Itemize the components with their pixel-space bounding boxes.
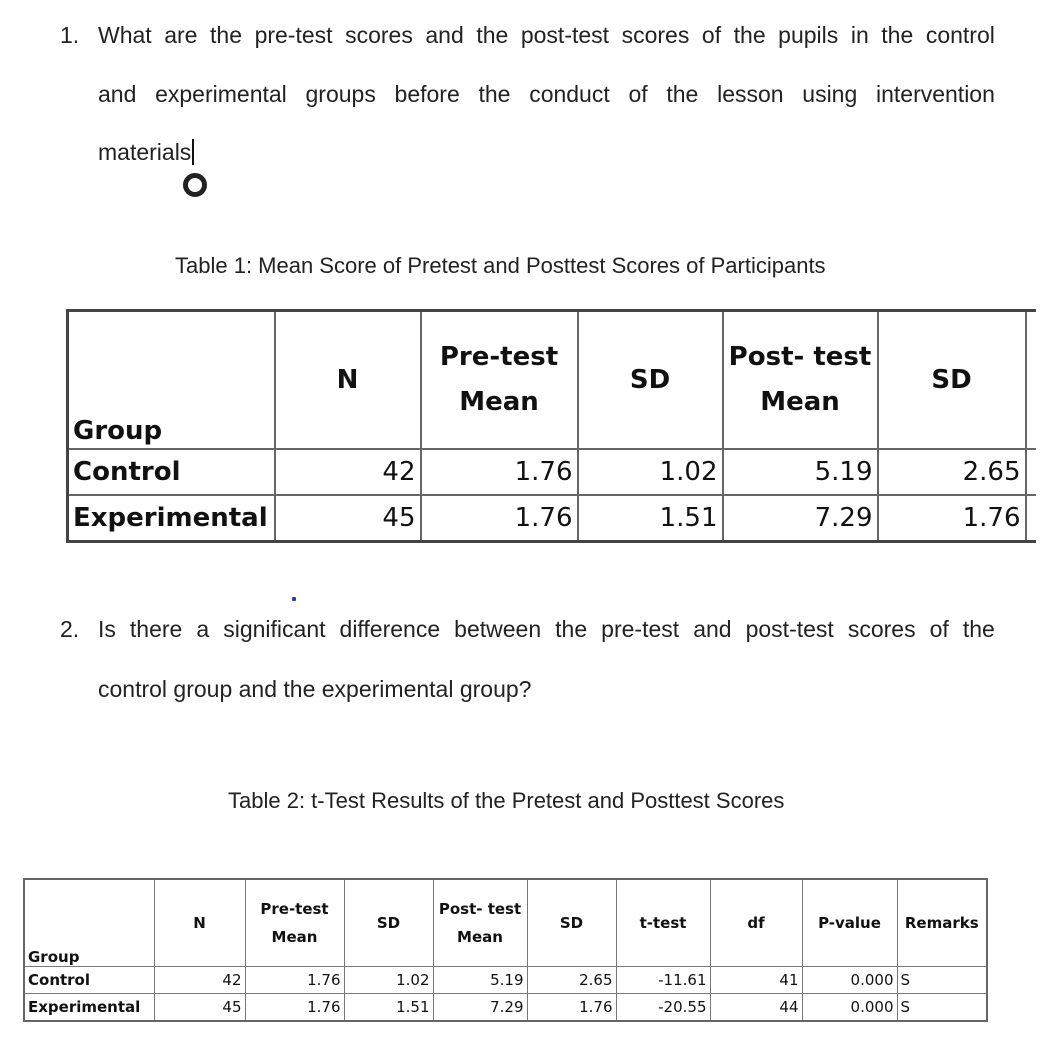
question-1-word: are — [164, 22, 198, 48]
question-1-word: post-test — [520, 22, 610, 48]
question-2-word: pre-test — [601, 616, 680, 642]
table-1-cell-sd-1: 1.02 — [578, 449, 723, 495]
question-2-word: of — [929, 616, 949, 642]
table-1-header-sd-2: SD — [878, 311, 1026, 450]
question-1-word: pre-test — [254, 22, 333, 48]
table-2 — [23, 878, 988, 1022]
table-2-cell-sd-2: 2.65 — [527, 967, 616, 994]
question-1-word: lesson — [717, 81, 784, 107]
question-1-word: the — [733, 22, 766, 48]
question-1-word: What — [98, 22, 152, 48]
table-1-header-sd-1: SD — [578, 311, 723, 450]
question-1-line-3-text: materials — [98, 139, 192, 165]
table-1-spacer — [1026, 449, 1036, 495]
question-2-word: significant — [223, 616, 326, 642]
table-2-cell-p-value: 0.000 — [802, 967, 897, 994]
question-2-number: 2. — [60, 616, 80, 642]
table-1-cell-post-mean: 7.29 — [723, 495, 878, 542]
question-1-word: in — [850, 22, 869, 48]
question-2-word: difference — [339, 616, 441, 642]
table-2-cell-remarks: S — [897, 994, 987, 1022]
table-1-cell-pre-mean: 1.76 — [421, 449, 578, 495]
table-1-cell-n: 45 — [275, 495, 421, 542]
circle-icon — [183, 173, 207, 197]
table-1-spacer — [1026, 311, 1036, 450]
question-2-word: post-test — [745, 616, 834, 642]
table-1-header-pre-mean: Pre-test Mean — [421, 311, 578, 450]
question-1-line-3 — [98, 139, 194, 166]
table-1-cell-pre-mean: 1.76 — [421, 495, 578, 542]
question-1-word: experimental — [155, 81, 287, 107]
question-1-word: scores — [621, 22, 690, 48]
table-1-cell-post-mean: 5.19 — [723, 449, 878, 495]
question-1-word: pupils — [778, 22, 839, 48]
question-1-word: and — [425, 22, 464, 48]
table-1-cell-sd-1: 1.51 — [578, 495, 723, 542]
question-1-word: groups — [305, 81, 376, 107]
table-2-header-sd-1: SD — [344, 879, 433, 967]
table-2-header-sd-2: SD — [527, 879, 616, 967]
question-1-word: using — [802, 81, 858, 107]
table-2-header-pre-mean: Pre-test Mean — [245, 879, 344, 967]
table-2-cell-pre-mean: 1.76 — [245, 967, 344, 994]
question-2-word: there — [129, 616, 183, 642]
table-1-cell-group: Experimental — [68, 495, 275, 542]
table-2-header-n: N — [154, 879, 245, 967]
table-2-cell-post-mean: 5.19 — [433, 967, 527, 994]
table-2-cell-post-mean: 7.29 — [433, 994, 527, 1022]
table-2-cell-df: 41 — [710, 967, 802, 994]
table-2-cell-sd-1: 1.02 — [344, 967, 433, 994]
table-2-header-t-test: t-test — [616, 879, 710, 967]
question-2-word: and — [693, 616, 732, 642]
question-1-word: intervention — [875, 81, 995, 107]
question-2-word: scores — [847, 616, 916, 642]
table-2-header-row — [24, 879, 987, 967]
table-2-header-group: Group — [24, 879, 154, 967]
table-2-cell-pre-mean: 1.76 — [245, 994, 344, 1022]
table-2-cell-t-test: -20.55 — [616, 994, 710, 1022]
question-1-word: the — [210, 22, 243, 48]
table-2-header-df: df — [710, 879, 802, 967]
question-1-word: control — [925, 22, 995, 48]
question-2-word: the — [555, 616, 588, 642]
table-2-cell-group: Control — [24, 967, 154, 994]
question-1-word: the — [478, 81, 511, 107]
question-2-word: a — [196, 616, 210, 642]
table-1-header-post-mean: Post- test Mean — [723, 311, 878, 450]
question-1-word: scores — [345, 22, 413, 48]
table-2-caption: Table 2: t-Test Results of the Pretest and Posttest Scores — [228, 788, 785, 813]
table-1-header-n: N — [275, 311, 421, 450]
table-1-cell-n: 42 — [275, 449, 421, 495]
table-2-cell-sd-1: 1.51 — [344, 994, 433, 1022]
question-1-word: of — [701, 22, 722, 48]
table-row — [24, 967, 987, 994]
table-2-cell-t-test: -11.61 — [616, 967, 710, 994]
question-1-word: the — [476, 22, 509, 48]
table-2-cell-df: 44 — [710, 994, 802, 1022]
table-2-cell-n: 45 — [154, 994, 245, 1022]
table-row — [68, 449, 1036, 495]
table-2-cell-sd-2: 1.76 — [527, 994, 616, 1022]
table-1-caption: Table 1: Mean Score of Pretest and Posttest Scores of Participants — [175, 253, 826, 278]
table-1-spacer — [1026, 495, 1036, 542]
table-2-cell-remarks: S — [897, 967, 987, 994]
question-2-word: Is — [98, 616, 116, 642]
question-1-word: and — [98, 81, 137, 107]
table-2-cell-n: 42 — [154, 967, 245, 994]
table-1-header-row — [68, 311, 1036, 450]
question-1-word: conduct — [529, 81, 610, 107]
question-1-line-2 — [98, 81, 995, 108]
table-2-header-post-mean: Post- test Mean — [433, 879, 527, 967]
table-1-header-group: Group — [68, 311, 275, 450]
table-row — [24, 994, 987, 1022]
table-1-cell-sd-2: 1.76 — [878, 495, 1026, 542]
question-2-word: between — [454, 616, 542, 642]
table-1-cell-group: Control — [68, 449, 275, 495]
table-1-cell-sd-2: 2.65 — [878, 449, 1026, 495]
table-2-cell-group: Experimental — [24, 994, 154, 1022]
question-1-word: the — [881, 22, 914, 48]
question-1-line-1 — [98, 22, 995, 49]
question-2-word: the — [962, 616, 995, 642]
table-2-header-p-value: P-value — [802, 879, 897, 967]
question-2-line-1 — [98, 616, 995, 643]
table-2-header-remarks: Remarks — [897, 879, 987, 967]
dot-mark — [292, 597, 296, 601]
question-1-word: of — [628, 81, 648, 107]
text-cursor — [192, 139, 194, 165]
question-1-number: 1. — [60, 22, 80, 48]
question-1-word: the — [666, 81, 699, 107]
table-1 — [66, 309, 1036, 543]
table-2-cell-p-value: 0.000 — [802, 994, 897, 1022]
question-1-word: before — [394, 81, 460, 107]
table-row — [68, 495, 1036, 542]
question-2-line-2: control group and the experimental group? — [98, 676, 532, 702]
